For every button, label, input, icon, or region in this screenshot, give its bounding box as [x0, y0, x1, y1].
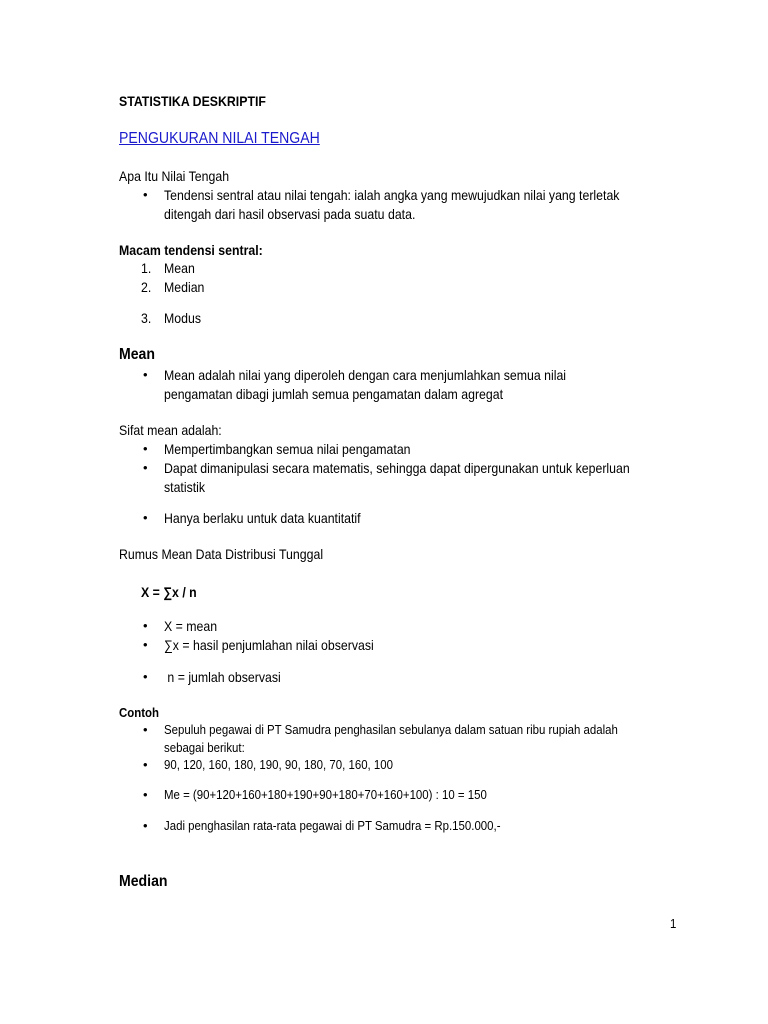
formula: X = ∑x / n [141, 584, 197, 600]
mean-definition-line1: Mean adalah nilai yang diperoleh dengan cara menjumlahkan semua nilai [164, 367, 567, 383]
list-item: Median [164, 279, 205, 295]
list-number: 3. [141, 310, 152, 326]
bullet-icon: • [143, 669, 148, 684]
list-number: 1. [141, 260, 152, 276]
example-line2: sebagai berikut: [164, 740, 245, 755]
list-item: Hanya berlaku untuk data kuantitatif [164, 510, 361, 526]
formula-heading: Rumus Mean Data Distribusi Tunggal [119, 546, 324, 562]
what-bullet-line1: Tendensi sentral atau nilai tengah: ialah angka yang mewujudkan nilai yang terletak [164, 187, 620, 203]
document-title: STATISTIKA DESKRIPTIF [119, 93, 266, 109]
list-item: ∑x = hasil penjumlahan nilai observasi [164, 637, 374, 653]
bullet-icon: • [143, 618, 148, 633]
bullet-icon: • [143, 787, 148, 802]
types-heading: Macam tendensi sentral: [119, 242, 263, 258]
list-item: Mempertimbangkan semua nilai pengamatan [164, 441, 411, 457]
bullet-icon: • [143, 722, 148, 737]
example-line1: Sepuluh pegawai di PT Samudra penghasilan sebulanya dalam satuan ribu rupiah adalah [164, 722, 618, 737]
what-heading: Apa Itu Nilai Tengah [119, 168, 230, 184]
bullet-icon: • [143, 818, 148, 833]
section-link[interactable]: PENGUKURAN NILAI TENGAH [119, 130, 320, 147]
example-values: 90, 120, 160, 180, 190, 90, 180, 70, 160, 100 [164, 757, 394, 772]
example-calculation: Me = (90+120+160+180+190+90+180+70+160+100) : 10 = 150 [164, 787, 487, 802]
example-conclusion: Jadi penghasilan rata-rata pegawai di PT Samudra = Rp.150.000,- [164, 818, 501, 833]
example-heading: Contoh [119, 705, 160, 720]
list-item: n = jumlah observasi [164, 669, 281, 685]
list-item-continuation: statistik [164, 479, 206, 495]
mean-heading: Mean [119, 346, 155, 363]
bullet-icon: • [143, 187, 148, 202]
bullet-icon: • [143, 757, 148, 772]
median-heading: Median [119, 873, 168, 890]
what-bullet-line2: ditengah dari hasil observasi pada suatu data. [164, 206, 416, 222]
bullet-icon: • [143, 637, 148, 652]
bullet-icon: • [143, 510, 148, 525]
page-number: 1 [670, 916, 677, 931]
mean-definition-line2: pengamatan dibagi jumlah semua pengamatan dalam agregat [164, 386, 504, 402]
list-item: Modus [164, 310, 201, 326]
list-item: X = mean [164, 618, 218, 634]
list-item: Dapat dimanipulasi secara matematis, sehingga dapat dipergunakan untuk keperluan [164, 460, 630, 476]
props-heading: Sifat mean adalah: [119, 422, 222, 438]
bullet-icon: • [143, 460, 148, 475]
bullet-icon: • [143, 367, 148, 382]
list-item: Mean [164, 260, 195, 276]
bullet-icon: • [143, 441, 148, 456]
list-number: 2. [141, 279, 152, 295]
